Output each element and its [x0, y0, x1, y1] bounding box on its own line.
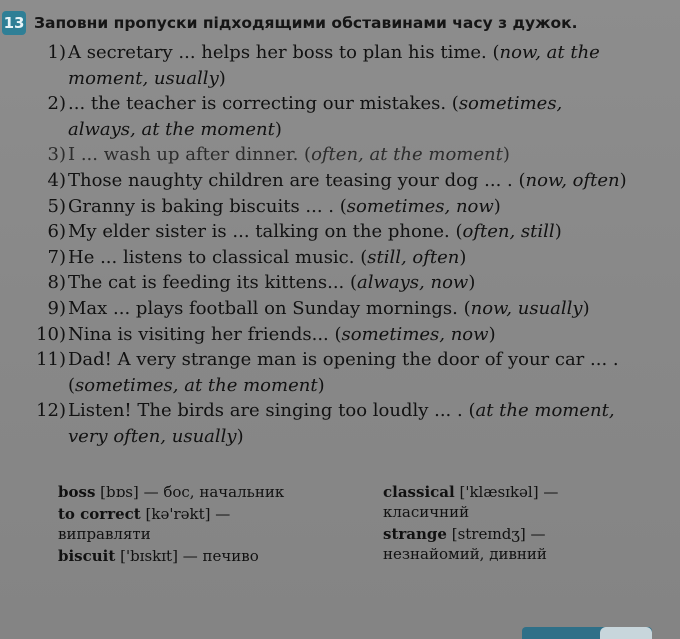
vocab-transcription: [streɪndʒ]: [451, 525, 526, 543]
item-end: ): [554, 221, 562, 243]
vocab-translation: — бос, начальник: [143, 483, 285, 501]
vocabulary-column-right: [383, 482, 633, 566]
item-options: sometimes, always, at the moment: [68, 93, 563, 140]
exercise-item-6: [30, 219, 635, 245]
exercise-item-5: [30, 194, 635, 220]
item-end: ): [582, 297, 590, 319]
item-text: He ... listens to classical music. (: [68, 246, 368, 268]
item-text: ... the teacher is correcting our mistakes. (: [68, 93, 459, 115]
vocab-word: biscuit: [58, 547, 116, 565]
vocab-word: boss: [58, 483, 96, 501]
item-number: 8): [47, 272, 66, 294]
item-number: 4): [47, 169, 66, 191]
item-text: Listen! The birds are singing too loudly ... . (: [68, 400, 476, 422]
vocab-entry-biscuit: [58, 546, 303, 566]
item-end: ): [488, 323, 496, 345]
item-end: ): [236, 425, 244, 447]
item-options: often, still: [462, 221, 555, 243]
item-number: 12): [36, 400, 66, 422]
vocab-translation: — класичний: [383, 483, 559, 521]
item-text: A secretary ... helps her boss to plan his time. (: [68, 42, 500, 63]
item-number: 2): [47, 93, 66, 115]
exercise-number-badge: 13: [2, 11, 26, 35]
item-text: Dad! A very strange man is opening the door of your car ... . (: [68, 349, 619, 396]
item-end: ): [502, 144, 510, 166]
item-text: Granny is baking biscuits ... . (: [68, 195, 347, 217]
vocab-entry-to-correct: [58, 504, 303, 544]
item-options: at the moment, very often, usually: [68, 400, 615, 447]
exercise-instruction: Заповни пропуски підходящими обставинами часу з дужок.: [34, 14, 578, 32]
item-end: ): [274, 118, 282, 140]
page-footer-tab: [600, 627, 652, 639]
item-number: 10): [36, 323, 66, 345]
item-number: 3): [47, 144, 66, 166]
item-text: Max ... plays football on Sunday mornings. (: [68, 297, 471, 319]
item-text: I ... wash up after dinner. (: [68, 144, 312, 166]
exercise-item-2: [30, 91, 635, 142]
item-number: 6): [47, 221, 66, 243]
vocab-transcription: ['klæsɪkəl]: [459, 483, 539, 501]
exercise-item-1: [30, 40, 635, 91]
item-number: 11): [36, 349, 66, 371]
vocab-translation: — незнайомий, дивний: [383, 525, 547, 563]
exercise-item-7: [30, 245, 635, 271]
item-text: Nina is visiting her friends... (: [68, 323, 342, 345]
exercise-item-8: [30, 270, 635, 296]
exercise-item-11: [30, 347, 635, 398]
item-number: 9): [47, 297, 66, 319]
item-text: My elder sister is ... talking on the phone. (: [68, 221, 463, 243]
item-end: ): [468, 272, 476, 294]
item-options: sometimes, now: [341, 323, 489, 345]
vocab-word: strange: [383, 525, 447, 543]
exercise-items: [30, 40, 635, 450]
exercise-item-4: [30, 168, 635, 194]
exercise-item-12: [30, 398, 635, 449]
item-text: Those naughty children are teasing your dog ... . (: [68, 169, 526, 191]
item-options: often, at the moment: [311, 144, 503, 166]
exercise-item-3: [30, 142, 635, 168]
vocab-word: classical: [383, 483, 455, 501]
vocab-translation: — виправляти: [58, 505, 231, 543]
item-end: ): [218, 67, 226, 89]
item-options: always, now: [357, 272, 469, 294]
item-options: still, often: [367, 246, 460, 268]
item-end: ): [459, 246, 467, 268]
exercise-item-10: [30, 322, 635, 348]
item-number: 7): [47, 246, 66, 268]
item-number: 1): [47, 42, 66, 63]
item-options: now, often: [525, 169, 620, 191]
vocab-translation: — печиво: [182, 547, 259, 565]
item-text: The cat is feeding its kittens... (: [68, 272, 358, 294]
vocab-entry-strange: [383, 524, 633, 564]
vocabulary-column-left: [58, 482, 303, 568]
item-options: now, usually: [470, 297, 583, 319]
exercise-item-9: [30, 296, 635, 322]
item-end: ): [619, 169, 627, 191]
vocab-entry-boss: [58, 482, 303, 502]
vocab-transcription: [bɒs]: [100, 483, 139, 501]
vocab-entry-classical: [383, 482, 633, 522]
item-end: ): [493, 195, 501, 217]
item-options: sometimes, now: [346, 195, 494, 217]
item-options: now, at the moment, usually: [68, 42, 600, 89]
vocab-word: to correct: [58, 505, 141, 523]
item-end: ): [317, 374, 325, 396]
exercise-header: [2, 10, 578, 36]
vocab-transcription: [kə'rəkt]: [145, 505, 211, 523]
item-number: 5): [47, 195, 66, 217]
item-options: sometimes, at the moment: [75, 374, 318, 396]
vocab-transcription: ['bɪskɪt]: [120, 547, 178, 565]
